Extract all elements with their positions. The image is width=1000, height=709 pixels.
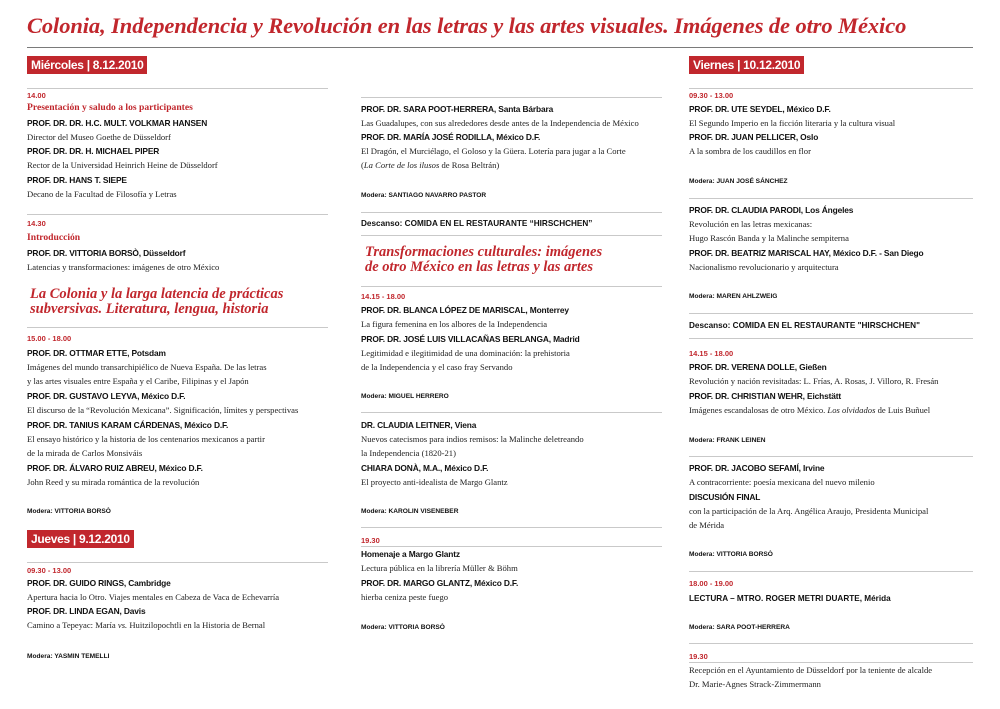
time-label: 19.30 [689, 652, 708, 661]
speaker-name: PROF. DR. GUSTAVO LEYVA, México D.F. [27, 391, 186, 401]
time-label: 15.00 - 18.00 [27, 334, 72, 343]
talk-title: El proyecto anti-idealista de Margo Glantz [361, 477, 508, 487]
talk-title: El discurso de la “Revolución Mexicana”. Significación, límites y perspectivas [27, 405, 299, 415]
divider [361, 235, 662, 236]
speaker-name: PROF. DR. ÁLVARO RUIZ ABREU, México D.F. [27, 463, 203, 473]
talk-title: Imágenes escandalosas de otro México. Los olvidados de Luis Buñuel [689, 405, 931, 415]
talk-title: El Segundo Imperio en la ficción literaria y la cultura visual [689, 118, 896, 128]
speaker-name: PROF. DR. VERENA DOLLE, Gießen [689, 362, 827, 372]
talk-title: Nuevos catecismos para indios remisos: la Malinche deletreando [361, 434, 584, 444]
speaker-name: PROF. DR. HANS T. SIEPE [27, 175, 127, 185]
time-label: 14.15 - 18.00 [689, 349, 734, 358]
moderator: Modera: VITTORIA BORSÒ [27, 508, 111, 515]
divider [361, 286, 662, 287]
day-badge-friday: Viernes | 10.12.2010 [689, 56, 804, 74]
speaker-role: Decano de la Facultad de Filosofía y Letras [27, 189, 177, 199]
moderator: Modera: MAREN AHLZWEIG [689, 293, 778, 300]
talk-title: A contracorriente: poesía mexicana del nuevo milenio [689, 477, 875, 487]
talk-title: Camino a Tepeyac: María vs. Huitzilopochtli en la Historia de Bernal [27, 620, 266, 630]
talk-title: La figura femenina en los albores de la Independencia [361, 319, 548, 329]
talk-title: El ensayo histórico y la historia de los centenarios mexicanos a partir [27, 434, 265, 444]
session-title: Introducción [27, 232, 81, 243]
speaker-name: PROF. DR. CLAUDIA PARODI, Los Ángeles [689, 205, 854, 215]
talk-title: Imágenes del mundo transarchipiélico de Nueva España. De las letras [27, 362, 267, 372]
divider [27, 327, 328, 328]
speaker-role: Director del Museo Goethe de Düsseldorf [27, 132, 171, 142]
section-heading: Transformaciones culturales: imágenes [365, 244, 603, 260]
time-label: 14.15 - 18.00 [361, 292, 406, 301]
speaker-name: PROF. DR. BEATRIZ MARISCAL HAY, México D.F. - San Diego [689, 248, 924, 258]
time-label: 14.30 [27, 219, 46, 228]
speaker-name: DR. CLAUDIA LEITNER, Viena [361, 420, 477, 430]
divider [689, 198, 973, 199]
time-label: 09.30 - 13.00 [27, 566, 72, 575]
speaker-name: PROF. DR. SARA POOT-HERRERA, Santa Bárbara [361, 104, 554, 114]
speaker-name: PROF. DR. UTE SEYDEL, México D.F. [689, 104, 831, 114]
event-detail: Lectura pública en la librería Müller & Böhm [361, 563, 518, 573]
day-badge-wednesday: Miércoles | 8.12.2010 [27, 56, 147, 74]
talk-title: El Dragón, el Murciélago, el Goloso y la Güera. Lotería para jugar a la Corte [361, 146, 626, 156]
title-divider [27, 47, 973, 48]
speaker-name: PROF. DR. BLANCA LÓPEZ DE MARISCAL, Monterrey [361, 305, 569, 315]
moderator: Modera: MIGUEL HERRERO [361, 393, 449, 400]
divider [361, 97, 662, 98]
speaker-name: PROF. DR. GUIDO RINGS, Cambridge [27, 578, 171, 588]
speaker-name: PROF. DR. JOSÉ LUIS VILLACAÑAS BERLANGA, Madrid [361, 334, 580, 344]
divider [689, 88, 973, 89]
speaker-role: Rector de la Universidad Heinrich Heine de Düsseldorf [27, 160, 218, 170]
divider [361, 527, 662, 528]
day-badge-thursday: Jueves | 9.12.2010 [27, 530, 134, 548]
divider [689, 456, 973, 457]
time-label: 14.00 [27, 91, 46, 100]
talk-title: de la Independencia y el caso fray Servando [361, 362, 513, 372]
divider [689, 643, 973, 644]
talk-title: Hugo Rascón Banda y la Malinche sempiterna [689, 233, 849, 243]
speaker-name: PROF. DR. MARGO GLANTZ, México D.F. [361, 578, 519, 588]
time-label: 19.30 [361, 536, 380, 545]
talk-title: hierba ceniza peste fuego [361, 592, 449, 602]
moderator: Modera: SARA POOT-HERRERA [689, 624, 790, 631]
event-detail: Recepción en el Ayuntamiento de Düsseldorf por la teniente de alcalde [689, 665, 933, 675]
break-heading: Descanso: COMIDA EN EL RESTAURANTE "HIRSCHCHEN" [689, 321, 920, 330]
session-title: Presentación y saludo a los participantes [27, 102, 193, 113]
talk-title: (La Corte de los ilusos de Rosa Beltrán) [361, 160, 500, 170]
divider [689, 313, 973, 314]
speaker-name: PROF. DR. LINDA EGAN, Davis [27, 606, 146, 616]
speaker-name: PROF. DR. CHRISTIAN WEHR, Eichstätt [689, 391, 842, 401]
speaker-name: PROF. DR. DR. H.C. MULT. VOLKMAR HANSEN [27, 118, 208, 128]
divider [27, 562, 328, 563]
section-heading: La Colonia y la larga latencia de prácticas [30, 286, 284, 302]
divider [361, 546, 662, 547]
talk-title: Nacionalismo revolucionario y arquitectura [689, 262, 839, 272]
moderator: Modera: JUAN JOSÉ SÁNCHEZ [689, 178, 788, 185]
moderator: Modera: SANTIAGO NAVARRO PASTOR [361, 192, 487, 199]
speaker-name: CHIARA DONÀ, M.A., México D.F. [361, 463, 489, 473]
speaker-name: PROF. DR. TANIUS KARAM CÁRDENAS, México D.F. [27, 420, 229, 430]
divider [27, 214, 328, 215]
speaker-name: PROF. DR. DR. H. MICHAEL PIPER [27, 146, 160, 156]
talk-title: de la mirada de Carlos Monsiváis [27, 448, 143, 458]
speaker-name: PROF. DR. OTTMAR ETTE, Potsdam [27, 348, 166, 358]
talk-title: A la sombra de los caudillos en flor [689, 146, 811, 156]
section-heading: de otro México en las letras y las artes [365, 259, 593, 275]
divider [689, 571, 973, 572]
divider [361, 212, 662, 213]
talk-title: Revolución en las letras mexicanas: [689, 219, 813, 229]
discussion-detail: de Mérida [689, 520, 725, 530]
moderator: Modera: KAROLIN VISENEBER [361, 508, 459, 515]
speaker-name: PROF. DR. MARÍA JOSÉ RODILLA, México D.F. [361, 132, 541, 142]
moderator: Modera: YASMIN TEMELLI [27, 653, 110, 660]
talk-title: Latencias y transformaciones: imágenes de otro México [27, 262, 220, 272]
talk-title: la Independencia (1820-21) [361, 448, 456, 458]
moderator: Modera: FRANK LEINEN [689, 437, 766, 444]
time-label: 09.30 - 13.00 [689, 91, 734, 100]
talk-title: John Reed y su mirada romántica de la revolución [27, 477, 200, 487]
talk-title: Las Guadalupes, con sus alrededores desde antes de la Independencia de México [361, 118, 639, 128]
event-detail: Dr. Marie-Agnes Strack-Zimmermann [689, 679, 821, 689]
page-title: Colonia, Independencia y Revolución en las letras y las artes visuales. Imágenes de otro México [27, 13, 907, 38]
speaker-name: PROF. DR. JUAN PELLICER, Oslo [689, 132, 819, 142]
speaker-name: PROF. DR. VITTORIA BORSÒ, Düsseldorf [27, 248, 186, 258]
discussion-detail: con la participación de la Arq. Angélica Araujo, Presidenta Municipal [689, 506, 929, 516]
divider [361, 412, 662, 413]
moderator: Modera: VITTORIA BORSÒ [689, 551, 773, 558]
discussion-title: DISCUSIÓN FINAL [689, 492, 761, 502]
divider [689, 662, 973, 663]
section-heading: subversivas. Literatura, lengua, historia [30, 301, 269, 317]
event-title: Homenaje a Margo Glantz [361, 549, 460, 559]
break-heading: Descanso: COMIDA EN EL RESTAURANTE “HIRSCHCHEN” [361, 219, 593, 228]
talk-title: Revolución y nación revisitadas: L. Frías, A. Rosas, J. Villoro, R. Fresán [689, 376, 939, 386]
talk-title: y las artes visuales entre España y el Caribe, Filipinas y el Japón [27, 376, 249, 386]
reading-heading: LECTURA – MTRO. ROGER METRI DUARTE, Mérida [689, 594, 891, 603]
talk-title: Apertura hacia lo Otro. Viajes mentales en Cabeza de Vaca de Echevarría [27, 592, 280, 602]
divider [27, 88, 328, 89]
time-label: 18.00 - 19.00 [689, 579, 734, 588]
moderator: Modera: VITTORIA BORSÒ [361, 624, 445, 631]
divider [689, 338, 973, 339]
talk-title: Legitimidad e ilegitimidad de una dominación: la prehistoria [361, 348, 570, 358]
speaker-name: PROF. DR. JACOBO SEFAMÍ, Irvine [689, 463, 825, 473]
